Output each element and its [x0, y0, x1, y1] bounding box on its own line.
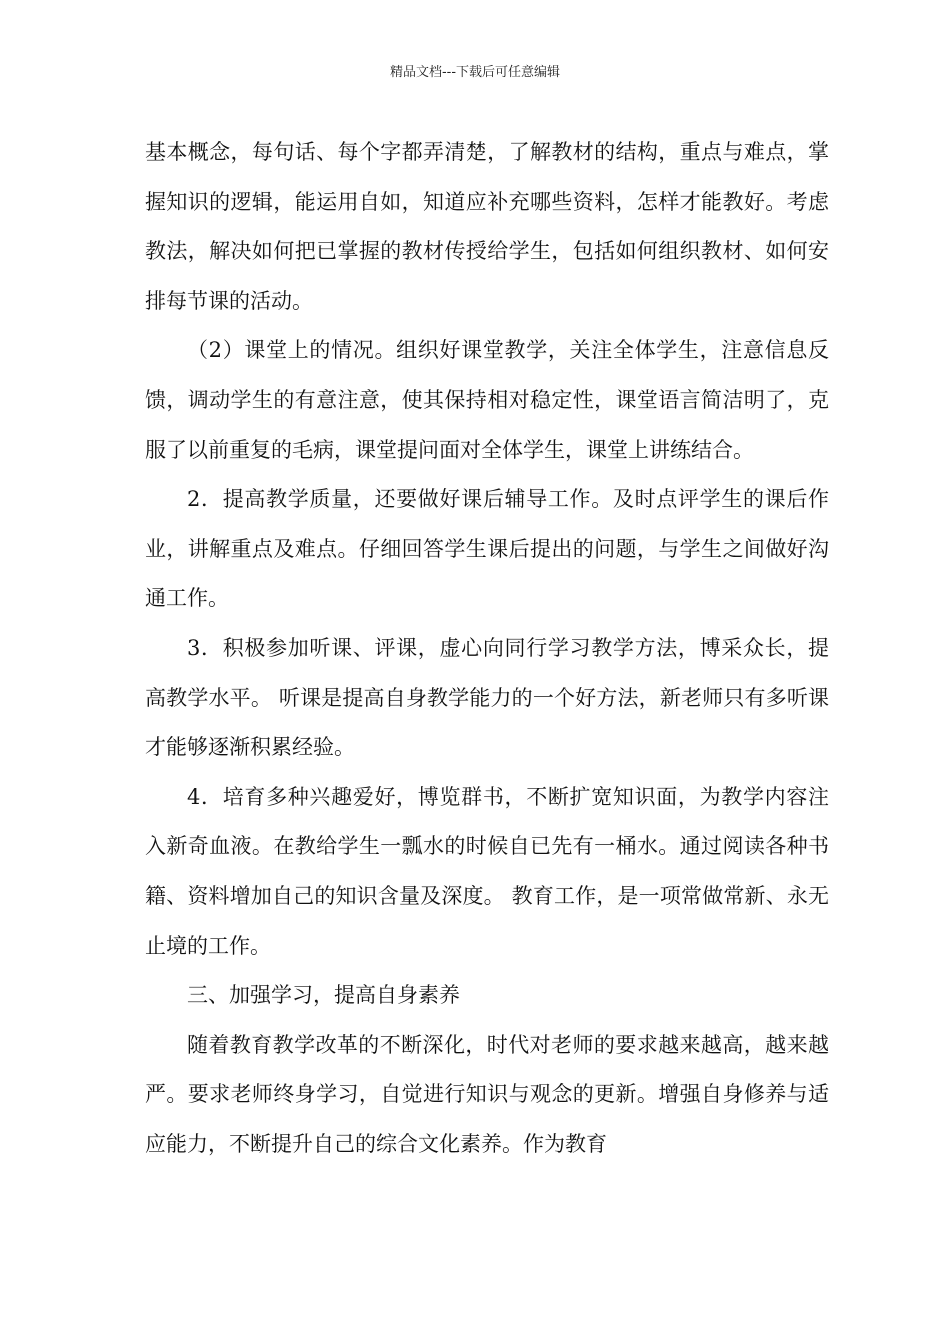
paragraph-item-2: 2．提高教学质量，还要做好课后辅导工作。及时点评学生的课后作业，讲解重点及难点。仔细回答学生课后提出的问题，与学生之间做好沟通工作。 — [145, 487, 829, 611]
section-heading: 三、加强学习，提高自身素养 — [187, 983, 460, 1008]
document-body — [145, 128, 829, 1169]
paragraph-item-3: 3．积极参加听课、评课，虚心向同行学习教学方法，博采众长，提高教学水平。 听课是提高自身教学能力的一个好方法，新老师只有多听课才能够逐渐积累经验。 — [145, 635, 829, 760]
paragraph-classroom: （2）课堂上的情况。组织好课堂教学，关注全体学生，注意信息反馈，调动学生的有意注意，使其保持相对稳定性，课堂语言简洁明了，克服了以前重复的毛病，课堂提问面对全体学生，课堂上讲练结合。 — [145, 338, 829, 462]
paragraph-item-4: 4．培育多种兴趣爱好，博览群书，不断扩宽知识面，为教学内容注入新奇血液。在教给学生一瓢水的时候自已先有一桶水。通过阅读各种书籍、资料增加自己的知识含量及深度。 教育工作，是一项常做常新、永无止境的工作。 — [145, 784, 829, 958]
paragraph-section-3: 随着教育教学改革的不断深化，时代对老师的要求越来越高，越来越严。要求老师终身学习，自觉进行知识与观念的更新。增强自身修养与适应能力，不断提升自己的综合文化素养。作为教育 — [145, 1032, 829, 1156]
paragraph-continued: 基本概念，每句话、每个字都弄清楚，了解教材的结构，重点与难点，掌握知识的逻辑，能运用自如，知道应补充哪些资料，怎样才能教好。考虑教法，解决如何把已掌握的教材传授给学生，包括如何组织教材、如何安排每节课的活动。 — [145, 140, 829, 313]
page-header: 精品文档---下载后可任意编辑 — [389, 65, 561, 80]
